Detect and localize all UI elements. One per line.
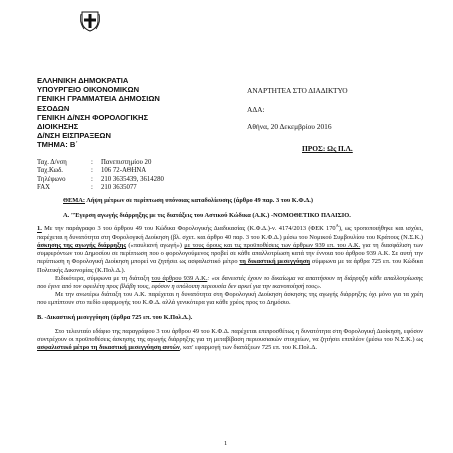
posted-online-note: ΑΝΑΡΤΗΤΕΑ ΣΤΟ ΔΙΑΔΙΚΤΥΟ xyxy=(247,86,348,95)
subject-text: Λήψη μέτρων σε περίπτωση υπόνοιας καταδολίευσης (άρθρο 49 παρ. 3 του Κ.Φ.Δ.) xyxy=(85,197,314,204)
header-line: ΔΙΟΙΚΗΣΗΣ xyxy=(37,122,79,132)
document-date: Αθήνα, 20 Δεκεμβρίου 2016 xyxy=(247,122,332,131)
contact-label: Ταχ. Δ/νση xyxy=(37,159,67,166)
contact-value: 106 72-ΑΘΗΝΑ xyxy=(101,167,147,175)
contact-label: Ταχ.Κωδ. xyxy=(37,167,63,175)
contact-value: Πανεπιστημίου 20 xyxy=(101,159,152,166)
contact-label: Τηλέφωνο xyxy=(37,175,66,183)
header-line: ΥΠΟΥΡΓΕΙΟ ΟΙΚΟΝΟΜΙΚΩΝ xyxy=(37,85,140,95)
issuer-header xyxy=(37,76,160,150)
contact-row: Ταχ. Δ/νση : Πανεπιστημίου 20 xyxy=(37,159,152,166)
superscript: Α xyxy=(335,223,339,229)
text-run: σύμφωνα με τα άρθρα 725 επ. του Κώδικα Πολιτικής Δικονομίας (Κ.Πολ.Δ.). xyxy=(37,258,423,274)
paragraph-number: 1. xyxy=(37,225,42,233)
text-run: Ειδικότερα, σύμφωνα με τη διάταξη xyxy=(55,274,152,282)
subject-label: ΘΕΜΑ: xyxy=(63,197,86,204)
emphasis-text: άσκησης της αγωγής διάρρηξης xyxy=(37,241,127,249)
contact-block xyxy=(37,159,237,193)
text-run: Με την παράγραφο 3 του άρθρου 49 του Κώδικα Φορολογικής Διαδικασίας (Κ.Φ.Δ.)-ν. 4174/2013 (ΦΕΚ 170 xyxy=(41,225,336,233)
contact-row: Ταχ.Κωδ. : 106 72-ΑΘΗΝΑ xyxy=(37,167,147,175)
paragraph-3: Με την ανωτέρω διάταξη του Α.Κ. παρέχεται η δυνατότητα στη Φορολογική Διοίκηση άσκησης της αγωγής διάρρηξης όχι μόνο για τα χρέη που εμπίπτουν στο πεδίο εφαρμογής του Κ.Φ.Δ. αλλά γενικότερα για κάθε χρέος προς το Δημόσιο. xyxy=(37,291,423,307)
underlined-text: με τους όρους και τις προϋποθέσεις των άρθρων 939 επ. του Α.Κ. xyxy=(184,241,361,249)
header-line: ΓΕΝΙΚΗ Δ/ΝΣΗ ΦΟΡΟΛΟΓΙΚΗΣ xyxy=(37,112,149,122)
subject-line xyxy=(63,197,423,205)
section-b-title: Β. -Δικαστική μεσεγγύηση (άρθρα 725 επ. του Κ.Πολ.Δ.). xyxy=(37,313,193,321)
text-run: Στο τελευταίο εδάφιο της παραγράφου 3 του άρθρου 49 του Κ.Φ.Δ. παρέχεται επιπροσθέτως η δυνατότητα στη Φορολογική Διοίκηση, εφόσον συντρέχουν οι προϋποθέσεις άσκησης της αγωγής διάρρηξης για τη μεταβίβαση περιουσιακών στοιχείων, να ζητήσει επιπλέον (μέσω του Ν.Σ.Κ.) ως xyxy=(37,327,423,343)
contact-label: FAX xyxy=(37,184,51,192)
paragraph-2 xyxy=(37,275,423,291)
greek-coat-of-arms-emblem xyxy=(80,10,100,32)
contact-row: Τηλέφωνο : 210 3635439, 3614280 xyxy=(37,175,164,183)
header-line: ΓΕΝΙΚΗ ΓΡΑΜΜΑΤΕΙΑ ΔΗΜΟΣΙΩΝ xyxy=(37,94,160,104)
contact-value: 210 3635439, 3614280 xyxy=(101,175,164,183)
section-a-title: Α. "Έγερση αγωγής διάρρηξης με τις διατάξεις του Αστικού Κώδικα (Α.Κ.) -ΝΟΜΟΘΕΤΙΚΟ ΠΛΑΙΣΙΟ. xyxy=(63,212,351,220)
header-line: Δ/ΝΣΗ ΕΙΣΠΡΑΞΕΩΝ xyxy=(37,131,111,141)
text-run: («παυλιανή αγωγή») xyxy=(126,241,185,249)
underlined-text: του άρθρου 939 Α.Κ. xyxy=(151,274,208,282)
header-line: ΕΛΛΗΝΙΚΗ ΔΗΜΟΚΡΑΤΙΑ xyxy=(37,76,129,85)
ada-label: ΑΔΑ: xyxy=(247,105,265,114)
header-line: ΤΜΗΜΑ: Β΄ xyxy=(37,140,78,150)
emphasis-text: ασφαλιστικό μέτρο τη δικαστική μεσεγγύηση αυτών xyxy=(37,344,180,352)
contact-value: 210 3635077 xyxy=(101,184,137,192)
document-body xyxy=(37,197,423,352)
recipient-line: ΠΡΟΣ: Ως Π.Λ. xyxy=(302,144,353,153)
contact-row: FAX : 210 3635077 xyxy=(37,184,137,192)
quoted-text: : «οι δανειστές έχουν το δικαίωμα να απαιτήσουν τη διάρρηξη κάθε απαλλοτρίωσης που έγινε από τον οφειλέτη προς βλάβη τους, εφόσον η υπόλοιπη περιουσία δεν αρκεί για την ικανοποίησή τους». xyxy=(37,274,423,290)
paragraph-1 xyxy=(37,222,423,274)
paragraph-4 xyxy=(37,328,423,353)
text-run: , κατ' εφαρμογή των διατάξεων 725 επ. του Κ.Πολ.Δ. xyxy=(179,344,317,352)
text-run: για τη διασφάλιση των συμφερόντων του Δημοσίου σε περίπτωση που ο φορολογούμενος προβεί σε κάθε απαλλοτρίωση κατά την έννοια του άρθρου 939 Α.Κ. Σε αυτή την περίπτωση η Φορολογική Διοίκηση μπορεί να ζητήσει ως ασφαλιστικό μέτρο xyxy=(37,241,423,266)
page-number: 1 xyxy=(224,440,228,447)
emphasis-text: τη δικαστική μεσεγγύηση xyxy=(239,258,311,266)
text-run: ), ως τροποποιήθηκε και ισχύει, παρέχεται η δυνατότητα στη Φορολογική Διοίκηση (βλ. σχετ. και άρθρο 40 παρ. 3 του Κ.Φ.Δ.) μέσω του Νομικού Συμβουλίου του Κράτους (Ν.Σ.Κ.) xyxy=(37,225,424,241)
header-line: ΕΣΟΔΩΝ xyxy=(37,103,70,113)
